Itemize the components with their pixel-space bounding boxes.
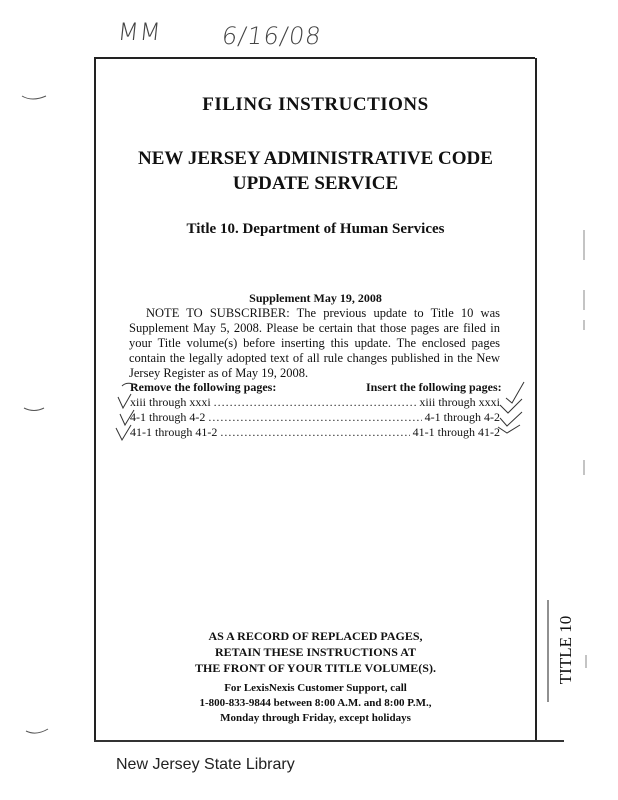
- insert-range: 4-1 through 4-2: [424, 410, 500, 424]
- check-mark-icon: [120, 410, 134, 425]
- handwritten-initials: MM: [116, 18, 163, 46]
- subscriber-note: NOTE TO SUBSCRIBER: The previous update to Title 10 was Supplement May 5, 2008. Please be certain that those pages are filed in your Title volume(s) before inserting this update. The enclosed pages contain the legally adopted text of all rule changes published in the New Jersey Register as of May 19, 2008.: [129, 306, 500, 380]
- check-mark-icon: [118, 394, 131, 408]
- code-title-line1: NEW JERSEY ADMINISTRATIVE CODE: [138, 148, 493, 169]
- check-mark-icon: [122, 383, 136, 386]
- retain-line: RETAIN THESE INSTRUCTIONS AT: [214, 645, 417, 659]
- remove-range: 41-1 through 41-2: [130, 425, 218, 439]
- support-line: 1-800-833-9844 between 8:00 A.M. and 8:00 P.M.,: [199, 697, 432, 709]
- customer-support: [96, 681, 535, 726]
- insert-range: xiii through xxxi: [419, 395, 500, 409]
- retain-line: AS A RECORD OF REPLACED PAGES,: [208, 629, 423, 643]
- check-mark-icon: [116, 425, 131, 440]
- retain-notice: [96, 628, 535, 676]
- insert-header: Insert the following pages:: [366, 380, 502, 394]
- title-tab: [551, 610, 581, 690]
- supplement-date: Supplement May 19, 2008: [249, 291, 382, 305]
- insert-range: 41-1 through 41-2: [412, 425, 500, 439]
- retain-line: THE FRONT OF YOUR TITLE VOLUME(S).: [195, 661, 436, 675]
- check-mark-icon: [498, 425, 520, 433]
- department-title: Title 10. Department of Human Services: [186, 221, 445, 237]
- remove-header: Remove the following pages:: [130, 380, 277, 394]
- code-title-line2: UPDATE SERVICE: [232, 173, 399, 194]
- handwritten-date: 6/16/08: [220, 22, 324, 50]
- remove-range: 4-1 through 4-2: [130, 410, 206, 424]
- support-line: For LexisNexis Customer Support, call: [224, 682, 407, 694]
- check-mark-icon: [500, 399, 522, 413]
- check-mark-icon: [500, 412, 522, 426]
- page-title: FILING INSTRUCTIONS: [202, 94, 429, 115]
- title-tab-label: TITLE 10: [556, 615, 575, 685]
- library-footer: New Jersey State Library: [116, 756, 295, 773]
- support-line: Monday through Friday, except holidays: [220, 712, 411, 724]
- remove-range: xiii through xxxi: [130, 395, 211, 409]
